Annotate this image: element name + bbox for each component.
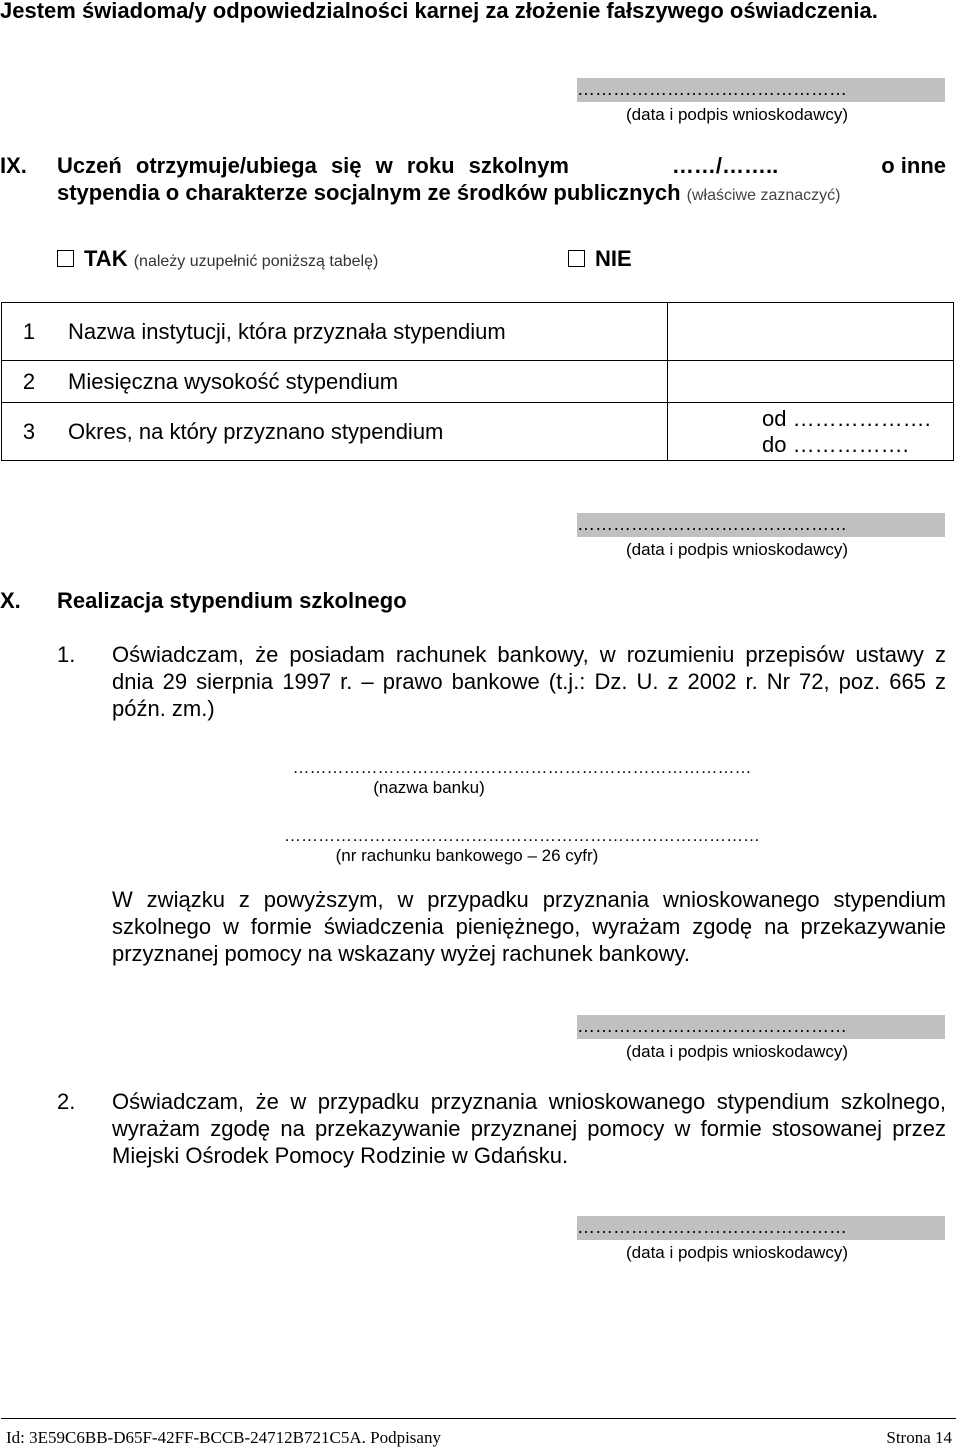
section-ix-question: Uczeń otrzymuje/ubiega się w roku szkolnym xyxy=(57,153,569,178)
signature-line-3[interactable]: ……………………………………… xyxy=(577,1015,945,1039)
section-ix-note: (właściwe zaznaczyć) xyxy=(686,187,841,204)
row-number: 2 xyxy=(2,361,57,403)
period-from[interactable]: od ………………. xyxy=(762,405,931,431)
table-row xyxy=(2,361,954,403)
item-2-text: Oświadczam, że w przypadku przyznania wnioskowanego stypendium szkolnego, wyrażam zgodę na przekazywanie przyznanej pomocy w formie stosowanej przez Miejski Ośrodek Pomocy Rodzinie w Gdańsku. xyxy=(112,1089,946,1168)
bank-name-label: (nazwa banku) xyxy=(373,778,485,797)
bank-name-field[interactable]: ……………………………………………………………………… xyxy=(292,758,752,777)
signature-label-4: (data i podpis wnioskodawcy) xyxy=(626,1243,849,1262)
signature-label-3: (data i podpis wnioskodawcy) xyxy=(626,1042,849,1061)
signature-line-2[interactable]: ……………………………………… xyxy=(577,513,945,537)
signature-label-1: (data i podpis wnioskodawcy) xyxy=(626,105,849,124)
yes-note: (należy uzupełnić poniższą tabelę) xyxy=(133,253,379,270)
no-checkbox[interactable] xyxy=(568,250,585,267)
signature-line-1[interactable]: ……………………………………… xyxy=(577,78,945,102)
signature-label-2: (data i podpis wnioskodawcy) xyxy=(626,540,849,559)
page-number: Strona 14 xyxy=(886,1428,952,1447)
no-label: NIE xyxy=(595,246,632,271)
liability-statement: Jestem świadoma/y odpowiedzialności karnej za złożenie fałszywego oświadczenia. xyxy=(0,0,878,23)
table-row xyxy=(2,303,954,361)
section-ix-line2 xyxy=(57,179,840,209)
row-number: 3 xyxy=(2,403,57,461)
yes-checkbox[interactable] xyxy=(57,250,74,267)
yes-label: TAK xyxy=(84,246,128,271)
option-yes[interactable] xyxy=(57,245,378,275)
row-label: Miesięczna wysokość stypendium xyxy=(56,361,668,403)
document-id: Id: 3E59C6BB-D65F-42FF-BCCB-24712B721C5A. Podpisany xyxy=(6,1428,441,1447)
section-x-number: X. xyxy=(0,588,21,613)
account-number-label: (nr rachunku bankowego – 26 cyfr) xyxy=(335,846,599,865)
scholarship-table xyxy=(1,302,954,461)
item-1-text: Oświadczam, że posiadam rachunek bankowy, w rozumieniu przepisów ustawy z dnia 29 sierpnia 1997 r. – prawo bankowe (t.j.: Dz. U. z 2002 r. Nr 72, poz. 665 z późn. zm.) xyxy=(112,642,946,721)
period-value[interactable] xyxy=(668,403,954,461)
row-number: 1 xyxy=(2,303,57,361)
row-label: Okres, na który przyznano stypendium xyxy=(56,403,668,461)
institution-value[interactable] xyxy=(668,303,954,361)
school-year-field[interactable]: ……/…….. xyxy=(671,153,779,178)
section-ix-number: IX. xyxy=(0,153,27,178)
signature-line-4[interactable]: ……………………………………… xyxy=(577,1216,945,1240)
item-2-number: 2. xyxy=(57,1089,76,1114)
item-1-number: 1. xyxy=(57,642,76,667)
row-label: Nazwa instytucji, która przyznała stypendium xyxy=(56,303,668,361)
option-no[interactable] xyxy=(568,245,632,272)
section-ix-line1-end: o inne xyxy=(881,153,946,178)
section-x-title: Realizacja stypendium szkolnego xyxy=(57,588,407,613)
account-number-field[interactable]: ………………………………………………………………………… xyxy=(284,826,760,845)
amount-value[interactable] xyxy=(668,361,954,403)
section-ix-line2-text: stypendia o charakterze socjalnym ze środków publicznych xyxy=(57,180,681,205)
footer-divider xyxy=(1,1418,956,1419)
section-ix-line1 xyxy=(57,152,946,179)
consent-1-text: W związku z powyższym, w przypadku przyznania wnioskowanego stypendium szkolnego w formie świadczenia pieniężnego, wyrażam zgodę na przekazywanie przyznanej pomocy na wskazany wyżej rachunek bankowy. xyxy=(112,887,946,966)
table-row xyxy=(2,403,954,461)
period-to[interactable]: do ……………. xyxy=(762,431,909,457)
